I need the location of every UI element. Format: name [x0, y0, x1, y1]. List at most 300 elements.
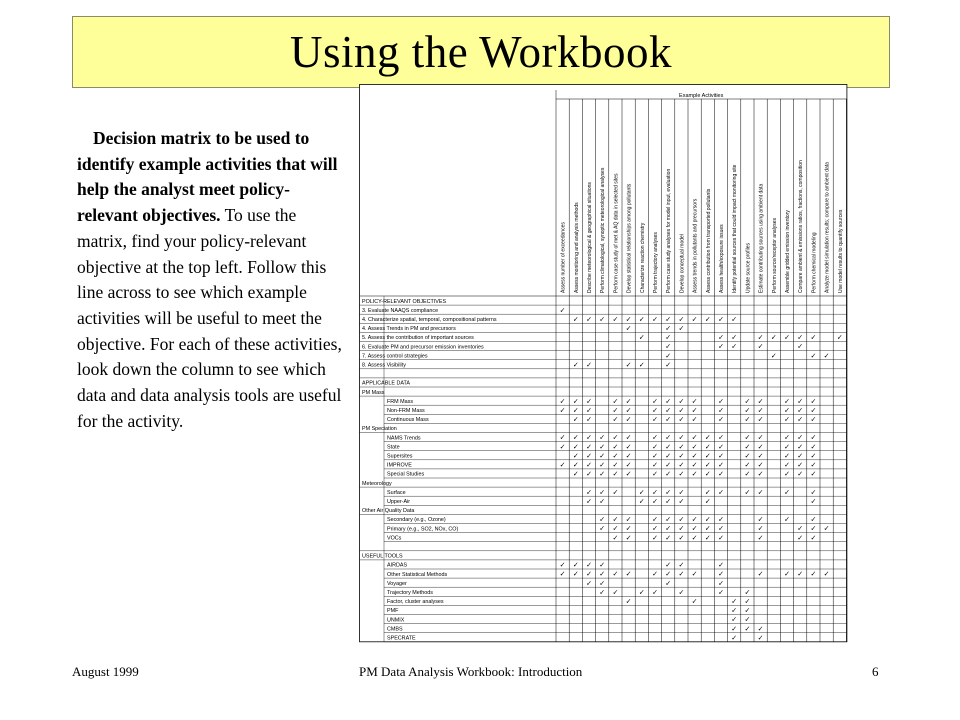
check-mark: ✓ — [559, 443, 566, 451]
activity-header: Characterize reaction chemistry — [639, 222, 646, 293]
check-mark: ✓ — [665, 562, 672, 570]
check-mark: ✓ — [625, 516, 632, 524]
check-mark: ✓ — [678, 452, 685, 460]
check-mark: ✓ — [572, 316, 579, 324]
row-label: PMF — [387, 608, 399, 615]
check-mark: ✓ — [784, 489, 790, 497]
check-mark: ✓ — [744, 407, 751, 415]
check-mark: ✓ — [652, 462, 658, 469]
check-mark: ✓ — [559, 434, 566, 442]
check-mark: ✓ — [757, 443, 764, 451]
check-mark: ✓ — [770, 352, 777, 360]
check-mark: ✓ — [678, 562, 685, 570]
row-label: PM Speciation — [362, 426, 397, 433]
check-mark: ✓ — [612, 471, 619, 479]
row-label: Secondary (e.g., Ozone) — [387, 517, 446, 524]
check-mark: ✓ — [678, 525, 685, 533]
check-mark: ✓ — [599, 434, 606, 442]
row-label: Meteorology — [362, 480, 392, 487]
activity-header: Assess trends in pollutants and precursors — [692, 198, 699, 293]
check-mark: ✓ — [599, 571, 606, 579]
check-mark: ✓ — [652, 589, 658, 597]
activity-header: Perform trajectory analyses — [653, 232, 659, 293]
footer-page-number: 6 — [872, 664, 879, 679]
check-mark: ✓ — [810, 352, 817, 360]
check-mark: ✓ — [797, 452, 804, 460]
check-mark: ✓ — [572, 443, 579, 451]
check-mark: ✓ — [823, 525, 830, 533]
row-label: State — [387, 444, 400, 451]
check-mark: ✓ — [718, 434, 724, 442]
check-mark: ✓ — [797, 525, 804, 533]
check-mark: ✓ — [744, 398, 751, 406]
check-mark: ✓ — [810, 443, 817, 451]
activity-header: Perform chemical modeling — [811, 232, 818, 293]
check-mark: ✓ — [718, 562, 724, 570]
check-mark: ✓ — [572, 471, 579, 479]
check-mark: ✓ — [678, 471, 685, 479]
activity-header: Assess number of exceedances — [560, 222, 567, 293]
check-mark: ✓ — [638, 489, 645, 497]
check-mark: ✓ — [665, 580, 672, 588]
decision-matrix — [359, 84, 844, 664]
check-mark: ✓ — [757, 398, 764, 406]
check-mark: ✓ — [810, 516, 817, 524]
activity-header: Use model results to quantify sources — [837, 209, 844, 293]
row-label: Factor, cluster analyses — [387, 599, 444, 606]
row-label: POLICY-RELEVANT OBJECTIVES — [362, 298, 447, 305]
check-mark: ✓ — [678, 534, 685, 542]
row-label: 6. Evaluate PM and precursor emission inventories — [362, 344, 484, 351]
check-mark: ✓ — [599, 462, 606, 469]
check-mark: ✓ — [784, 407, 790, 415]
check-mark: ✓ — [665, 462, 672, 469]
check-mark: ✓ — [586, 462, 592, 469]
check-mark: ✓ — [744, 443, 751, 451]
check-mark: ✓ — [665, 343, 672, 351]
check-mark: ✓ — [638, 316, 645, 324]
check-mark: ✓ — [678, 489, 685, 497]
check-mark: ✓ — [586, 416, 592, 424]
check-mark: ✓ — [599, 489, 606, 497]
check-mark: ✓ — [599, 525, 606, 533]
check-mark: ✓ — [586, 407, 592, 415]
check-mark: ✓ — [665, 434, 672, 442]
check-mark: ✓ — [612, 462, 619, 469]
check-mark: ✓ — [652, 316, 658, 324]
check-mark: ✓ — [572, 361, 579, 369]
check-mark: ✓ — [652, 516, 658, 524]
check-mark: ✓ — [704, 434, 711, 442]
check-mark: ✓ — [625, 471, 632, 479]
activity-header: Assess monitoring and analysis methods — [573, 202, 580, 293]
check-mark: ✓ — [810, 571, 817, 579]
check-mark: ✓ — [625, 571, 632, 579]
check-mark: ✓ — [625, 325, 632, 333]
check-mark: ✓ — [652, 571, 658, 579]
check-mark: ✓ — [797, 471, 804, 479]
check-mark: ✓ — [625, 462, 632, 469]
check-mark: ✓ — [625, 525, 632, 533]
check-mark: ✓ — [691, 398, 698, 406]
check-mark: ✓ — [665, 416, 672, 424]
check-mark: ✓ — [599, 452, 606, 460]
check-mark: ✓ — [665, 471, 672, 479]
check-mark: ✓ — [718, 516, 724, 524]
check-mark: ✓ — [665, 452, 672, 460]
check-mark: ✓ — [810, 534, 817, 542]
check-mark: ✓ — [678, 571, 685, 579]
check-mark: ✓ — [625, 443, 632, 451]
check-mark: ✓ — [757, 452, 764, 460]
row-label: Non-FRM Mass — [387, 408, 425, 414]
description-rest: To use the matrix, find your policy-relevant objective at the top left. Follow this line across to see which example activities will be useful to meet the objective. For each of these activities, look down the column to see which data and data analysis tools are useful for the activity. — [77, 205, 342, 431]
activity-header: Perform case study of met & AQ data in selected sites — [613, 173, 620, 293]
check-mark: ✓ — [718, 443, 724, 451]
activity-header: Estimate contributing sources using ambient data — [758, 183, 765, 293]
check-mark: ✓ — [678, 443, 685, 451]
activity-header: Assess contribution from transported pollutants — [705, 188, 712, 293]
check-mark: ✓ — [599, 443, 606, 451]
check-mark: ✓ — [810, 525, 817, 533]
check-mark: ✓ — [691, 434, 698, 442]
check-mark: ✓ — [784, 452, 790, 460]
check-mark: ✓ — [612, 434, 619, 442]
check-mark: ✓ — [691, 443, 698, 451]
check-mark: ✓ — [757, 334, 764, 342]
check-mark: ✓ — [586, 452, 592, 460]
check-mark: ✓ — [625, 416, 632, 424]
check-mark: ✓ — [665, 398, 672, 406]
check-mark: ✓ — [586, 580, 592, 588]
check-mark: ✓ — [665, 571, 672, 579]
check-mark: ✓ — [652, 471, 658, 479]
check-mark: ✓ — [704, 525, 711, 533]
check-mark: ✓ — [691, 571, 698, 579]
check-mark: ✓ — [704, 516, 711, 524]
check-mark: ✓ — [731, 607, 738, 615]
check-mark: ✓ — [638, 589, 645, 597]
check-mark: ✓ — [744, 589, 751, 597]
check-mark: ✓ — [665, 407, 672, 415]
check-mark: ✓ — [691, 534, 698, 542]
check-mark: ✓ — [652, 398, 658, 406]
check-mark: ✓ — [731, 316, 738, 324]
check-mark: ✓ — [718, 525, 724, 533]
row-label: NAMS Trends — [387, 435, 421, 442]
check-mark: ✓ — [678, 462, 685, 469]
check-mark: ✓ — [718, 489, 724, 497]
check-mark: ✓ — [691, 452, 698, 460]
check-mark: ✓ — [784, 398, 790, 406]
description-bold: Decision matrix to be used to identify example activities that will help the analyst meet policy-relevant objectives. — [77, 128, 338, 226]
check-mark: ✓ — [652, 434, 658, 442]
check-mark: ✓ — [744, 434, 751, 442]
check-mark: ✓ — [691, 316, 698, 324]
check-mark: ✓ — [744, 452, 751, 460]
check-mark: ✓ — [744, 616, 751, 624]
check-mark: ✓ — [691, 407, 698, 415]
check-mark: ✓ — [757, 534, 764, 542]
activity-header: Analyze model simulation results; compare to ambient data — [824, 162, 831, 293]
check-mark: ✓ — [652, 489, 658, 497]
check-mark: ✓ — [757, 471, 764, 479]
check-mark: ✓ — [731, 625, 738, 633]
check-mark: ✓ — [612, 443, 619, 451]
check-mark: ✓ — [559, 307, 566, 315]
check-mark: ✓ — [559, 571, 566, 579]
row-label: Other Air Quality Data — [362, 508, 415, 515]
check-mark: ✓ — [691, 416, 698, 424]
check-mark: ✓ — [691, 516, 698, 524]
check-mark: ✓ — [625, 398, 632, 406]
check-mark: ✓ — [757, 489, 764, 497]
check-mark: ✓ — [612, 525, 619, 533]
row-label: APPLICABLE DATA — [362, 380, 411, 387]
check-mark: ✓ — [757, 634, 764, 642]
row-label: VOCs — [387, 535, 402, 542]
check-mark: ✓ — [810, 452, 817, 460]
check-mark: ✓ — [704, 471, 711, 479]
check-mark: ✓ — [652, 452, 658, 460]
check-mark: ✓ — [718, 462, 724, 469]
check-mark: ✓ — [744, 462, 751, 469]
check-mark: ✓ — [731, 598, 738, 606]
footer-date: August 1999 — [72, 664, 139, 679]
check-mark: ✓ — [731, 343, 738, 351]
check-mark: ✓ — [612, 489, 619, 497]
check-mark: ✓ — [586, 398, 592, 406]
check-mark: ✓ — [797, 534, 804, 542]
check-mark: ✓ — [718, 534, 724, 542]
row-label: IMPROVE — [387, 462, 412, 469]
check-mark: ✓ — [718, 416, 724, 424]
slide-title: Using the Workbook — [289, 27, 673, 77]
check-mark: ✓ — [559, 407, 566, 415]
check-mark: ✓ — [599, 498, 606, 506]
activity-header: Develop conceptual model — [679, 234, 686, 293]
check-mark: ✓ — [665, 525, 672, 533]
check-mark: ✓ — [797, 443, 804, 451]
check-mark: ✓ — [744, 598, 751, 606]
check-mark: ✓ — [572, 571, 579, 579]
check-mark: ✓ — [678, 407, 685, 415]
check-mark: ✓ — [572, 398, 579, 406]
check-mark: ✓ — [836, 334, 843, 342]
check-mark: ✓ — [612, 316, 619, 324]
check-mark: ✓ — [572, 407, 579, 415]
check-mark: ✓ — [638, 498, 645, 506]
check-mark: ✓ — [599, 316, 606, 324]
check-mark: ✓ — [678, 434, 685, 442]
check-mark: ✓ — [784, 471, 790, 479]
row-label: Trajectory Methods — [387, 590, 433, 596]
row-label: Upper-Air — [387, 499, 411, 505]
check-mark: ✓ — [599, 562, 606, 570]
activity-header: Describe meteorological & geographical situations — [587, 182, 593, 293]
check-mark: ✓ — [718, 571, 724, 579]
check-mark: ✓ — [718, 398, 724, 406]
check-mark: ✓ — [652, 525, 658, 533]
check-mark: ✓ — [718, 343, 724, 351]
check-mark: ✓ — [691, 525, 698, 533]
check-mark: ✓ — [625, 434, 632, 442]
check-mark: ✓ — [731, 616, 738, 624]
check-mark: ✓ — [612, 398, 619, 406]
check-mark: ✓ — [744, 607, 751, 615]
check-mark: ✓ — [810, 498, 817, 506]
row-label: Voyager — [387, 580, 407, 587]
check-mark: ✓ — [599, 516, 606, 524]
activity-header: Identify potential sources that could impact monitoring site — [732, 164, 739, 293]
row-label: 7. Assess control strategies — [362, 353, 428, 360]
check-mark: ✓ — [823, 352, 830, 360]
check-mark: ✓ — [744, 625, 751, 633]
check-mark: ✓ — [678, 516, 685, 524]
matrix-header-title: Example Activities — [679, 93, 724, 99]
check-mark: ✓ — [612, 452, 619, 460]
check-mark: ✓ — [704, 462, 711, 469]
check-mark: ✓ — [810, 398, 817, 406]
check-mark: ✓ — [586, 571, 592, 579]
check-mark: ✓ — [757, 416, 764, 424]
check-mark: ✓ — [665, 498, 672, 506]
check-mark: ✓ — [704, 316, 711, 324]
activity-header: Assess health/exposure issues — [719, 224, 725, 293]
check-mark: ✓ — [586, 489, 592, 497]
check-mark: ✓ — [757, 625, 764, 633]
check-mark: ✓ — [704, 534, 711, 542]
check-mark: ✓ — [625, 534, 632, 542]
check-mark: ✓ — [810, 489, 817, 497]
check-mark: ✓ — [665, 325, 672, 333]
check-mark: ✓ — [784, 571, 790, 579]
check-mark: ✓ — [586, 361, 592, 369]
check-mark: ✓ — [625, 407, 632, 415]
check-mark: ✓ — [810, 334, 817, 342]
check-mark: ✓ — [638, 361, 645, 369]
check-mark: ✓ — [586, 316, 592, 324]
check-mark: ✓ — [678, 416, 685, 424]
check-mark: ✓ — [612, 416, 619, 424]
row-label: PM Mass — [362, 389, 385, 396]
check-mark: ✓ — [612, 571, 619, 579]
row-label: UNMIX — [387, 617, 405, 624]
row-label: Supersites — [387, 453, 413, 460]
check-mark: ✓ — [652, 443, 658, 451]
check-mark: ✓ — [572, 462, 579, 469]
check-mark: ✓ — [810, 434, 817, 442]
check-mark: ✓ — [744, 416, 751, 424]
check-mark: ✓ — [678, 325, 685, 333]
check-mark: ✓ — [665, 443, 672, 451]
activity-header: Perform climatological, synoptic meteorological analyses — [600, 167, 607, 293]
check-mark: ✓ — [810, 407, 817, 415]
activity-header: Update source profiles — [745, 242, 752, 293]
check-mark: ✓ — [678, 589, 685, 597]
check-mark: ✓ — [599, 589, 606, 597]
check-mark: ✓ — [665, 489, 672, 497]
check-mark: ✓ — [810, 462, 817, 469]
check-mark: ✓ — [665, 534, 672, 542]
check-mark: ✓ — [665, 516, 672, 524]
check-mark: ✓ — [757, 462, 764, 469]
check-mark: ✓ — [757, 343, 764, 351]
check-mark: ✓ — [691, 598, 698, 606]
check-mark: ✓ — [718, 334, 724, 342]
row-label: FRM Mass — [387, 398, 414, 405]
check-mark: ✓ — [652, 498, 658, 506]
activity-header: Compare ambient & emissions ratios, fractions, composition — [798, 160, 805, 293]
check-mark: ✓ — [718, 580, 724, 588]
check-mark: ✓ — [797, 398, 804, 406]
check-mark: ✓ — [559, 562, 566, 570]
check-mark: ✓ — [612, 407, 619, 415]
row-label: SPECRATE — [387, 635, 416, 642]
check-mark: ✓ — [586, 562, 592, 570]
check-mark: ✓ — [612, 589, 619, 597]
row-label: Primary (e.g., SO2, NOx, CO) — [387, 526, 459, 533]
check-mark: ✓ — [718, 589, 724, 597]
check-mark: ✓ — [784, 416, 790, 424]
check-mark: ✓ — [652, 534, 658, 542]
check-mark: ✓ — [718, 471, 724, 479]
check-mark: ✓ — [572, 452, 579, 460]
check-mark: ✓ — [784, 334, 790, 342]
check-mark: ✓ — [757, 525, 764, 533]
check-mark: ✓ — [784, 516, 790, 524]
check-mark: ✓ — [810, 471, 817, 479]
check-mark: ✓ — [744, 489, 751, 497]
check-mark: ✓ — [797, 334, 804, 342]
check-mark: ✓ — [586, 498, 592, 506]
check-mark: ✓ — [572, 562, 579, 570]
check-mark: ✓ — [797, 434, 804, 442]
row-label: AIRDAS — [387, 562, 408, 569]
description-text — [77, 126, 345, 434]
check-mark: ✓ — [599, 580, 606, 588]
check-mark: ✓ — [810, 416, 817, 424]
check-mark: ✓ — [678, 398, 685, 406]
check-mark: ✓ — [612, 534, 619, 542]
check-mark: ✓ — [757, 434, 764, 442]
activity-header: Assemble gridded emission inventory — [785, 210, 791, 293]
check-mark: ✓ — [797, 343, 804, 351]
activity-header: Perform source/receptor analyses — [771, 217, 778, 293]
footer-title: PM Data Analysis Workbook: Introduction — [359, 664, 583, 679]
check-mark: ✓ — [691, 462, 698, 469]
check-mark: ✓ — [784, 462, 790, 469]
row-label: 3. Evaluate NAAQS compliance — [362, 307, 439, 314]
check-mark: ✓ — [572, 416, 579, 424]
check-mark: ✓ — [784, 434, 790, 442]
check-mark: ✓ — [770, 334, 777, 342]
activity-header: Develop statistical relationships among pollutants — [626, 183, 633, 293]
check-mark: ✓ — [678, 316, 685, 324]
check-mark: ✓ — [744, 471, 751, 479]
activity-header: Perform case study analyses for model input, evaluation — [666, 168, 673, 293]
check-mark: ✓ — [625, 361, 632, 369]
check-mark: ✓ — [625, 316, 632, 324]
check-mark: ✓ — [731, 634, 738, 642]
check-mark: ✓ — [704, 443, 711, 451]
check-mark: ✓ — [665, 334, 672, 342]
check-mark: ✓ — [797, 416, 804, 424]
check-mark: ✓ — [665, 361, 672, 369]
check-mark: ✓ — [757, 571, 764, 579]
check-mark: ✓ — [797, 571, 804, 579]
row-label: Other Statistical Methods — [387, 571, 448, 578]
